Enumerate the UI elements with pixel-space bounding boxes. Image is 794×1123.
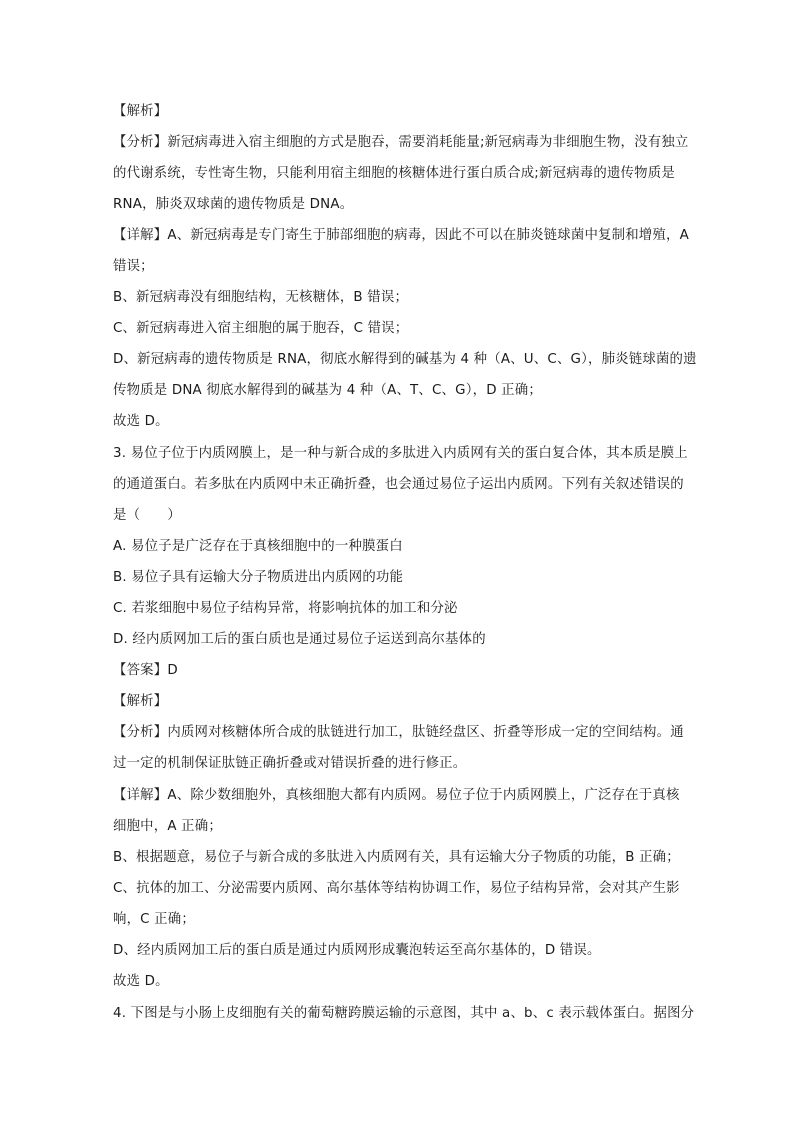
text-line: 的代谢系统，专性寄生物，只能利用宿主细胞的核糖体进行蛋白质合成;新冠病毒的遗传物质是: [113, 166, 675, 181]
text-line: 故选 D。: [113, 414, 169, 429]
text-line: 【详解】A、除少数细胞外，真核细胞大都有内质网。易位子位于内质网膜上，广泛存在于真核: [113, 788, 680, 803]
text-line: 【解析】: [113, 694, 168, 709]
answer-line: 【答案】D: [113, 663, 178, 678]
text-line: 的通道蛋白。若多肽在内质网中未正确折叠，也会通过易位子运出内质网。下列有关叙述错误的: [113, 477, 684, 492]
answer-option-d: D. 经内质网加工后的蛋白质也是通过易位子运送到高尔基体的: [113, 632, 486, 647]
text-line: D、经内质网加工后的蛋白质是通过内质网形成囊泡转运至高尔基体的，D 错误。: [113, 943, 601, 958]
text-line: 响，C 正确；: [113, 912, 195, 927]
text-line: 【分析】新冠病毒进入宿主细胞的方式是胞吞，需要消耗能量;新冠病毒为非细胞生物，没有独立: [113, 135, 689, 150]
text-line: C、新冠病毒进入宿主细胞的属于胞吞，C 错误；: [113, 321, 409, 336]
text-line: B、新冠病毒没有细胞结构，无核糖体，B 错误；: [113, 290, 409, 305]
answer-option-b: B. 易位子具有运输大分子物质进出内质网的功能: [113, 570, 404, 585]
answer-option-c: C. 若浆细胞中易位子结构异常，将影响抗体的加工和分泌: [113, 601, 458, 616]
text-line: 故选 D。: [113, 974, 169, 989]
text-line: 过一定的机制保证肽链正确折叠或对错误折叠的进行修正。: [113, 756, 467, 771]
text-line: RNA，肺炎双球菌的遗传物质是 DNA。: [113, 197, 354, 212]
text-line: 错误；: [113, 259, 154, 274]
text-line: 【分析】内质网对核糖体所合成的肽链进行加工，肽链经盘区、折叠等形成一定的空间结构。通: [113, 725, 684, 740]
text-line: 传物质是 DNA 彻底水解得到的碱基为 4 种（A、T、C、G），D 正确；: [113, 383, 542, 398]
text-line: 【解析】: [113, 104, 168, 119]
text-line: 【详解】A、新冠病毒是专门寄生于肺部细胞的病毒，因此不可以在肺炎链球菌中复制和增殖，A: [113, 228, 689, 243]
text-line: 是（ ）: [113, 508, 181, 523]
text-line: D、新冠病毒的遗传物质是 RNA，彻底水解得到的碱基为 4 种（A、U、C、G），肺炎链球菌的遗: [113, 352, 697, 367]
text-line: 细胞中，A 正确；: [113, 819, 222, 834]
text-line: 4. 下图是与小肠上皮细胞有关的葡萄糖跨膜运输的示意图，其中 a、b、c 表示载体蛋白。据图分: [113, 1006, 695, 1021]
text-line: C、抗体的加工、分泌需要内质网、高尔基体等结构协调工作，易位子结构异常，会对其产生影: [113, 881, 680, 896]
text-line: 3. 易位子位于内质网膜上，是一种与新合成的多肽进入内质网有关的蛋白复合体，其本质是膜上: [113, 446, 688, 461]
text-line: B、根据题意，易位子与新合成的多肽进入内质网有关，具有运输大分子物质的功能，B 正确；: [113, 850, 680, 865]
answer-option-a: A. 易位子是广泛存在于真核细胞中的一种膜蛋白: [113, 539, 403, 554]
